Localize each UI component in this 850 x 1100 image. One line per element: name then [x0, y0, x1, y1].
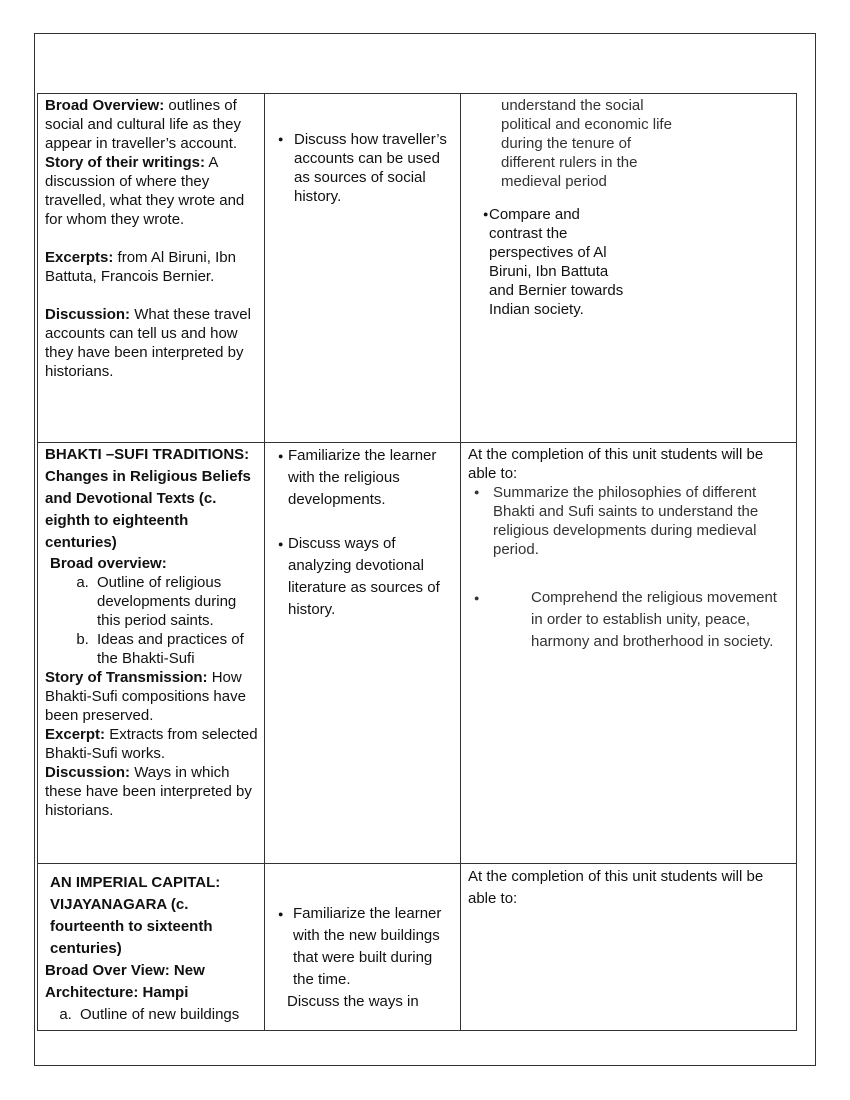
paragraph: Excerpts: from Al Biruni, Ibn Battuta, Francois Bernier. — [45, 249, 236, 285]
list-item: b. Ideas and practices of the Bhakti-Sufi — [93, 630, 258, 668]
paragraph: Excerpt: Extracts from selected Bhakti-Sufi works. — [45, 726, 258, 762]
section-title: AN IMPERIAL CAPITAL: VIJAYANAGARA (c. fourteenth to sixteenth centuries) — [50, 874, 221, 957]
paragraph: Discussion: Ways in which these have been interpreted by historians. — [45, 764, 252, 819]
outcomes-cell — [461, 94, 797, 443]
content-cell — [38, 864, 265, 1031]
list-item: ● Compare and contrast the perspectives of Al Biruni, Ibn Battuta and Bernier towards Indian society. — [477, 205, 636, 319]
paragraph: At the completion of this unit students will be able to: — [468, 446, 764, 482]
outline-list — [50, 1004, 258, 1026]
paragraph: Story of their writings: A discussion of where they travelled, what they wrote and for whom they wrote. — [45, 154, 245, 228]
objectives-cell — [265, 443, 461, 864]
paragraph: Broad overview: — [50, 555, 167, 572]
list-item: ● Summarize the philosophies of different Bhakti and Sufi saints to understand the religious developments during medieval period. — [468, 483, 790, 559]
outcomes-cell — [461, 864, 797, 1031]
table-row — [38, 443, 797, 864]
content-cell — [38, 94, 265, 443]
paragraph: Discussion: What these travel accounts can tell us and how they have been interpreted by historians. — [45, 306, 251, 380]
list-item: a. Outline of new buildings — [76, 1004, 258, 1026]
list-item: ● Familiarize the learner with the religious developments. — [272, 445, 454, 511]
syllabus-table — [37, 93, 797, 1031]
paragraph: Broad Overview: outlines of social and cultural life as they appear in traveller’s account. — [45, 97, 241, 152]
list-item: ● Comprehend the religious movement in order to establish unity, peace, harmony and brotherhood in society. — [468, 587, 790, 653]
list-item: ● Discuss how traveller’s accounts can be used as sources of social history. — [272, 130, 454, 206]
table-row — [38, 864, 797, 1031]
objectives-cell — [265, 94, 461, 443]
paragraph: understand the social political and economic life during the tenure of different rulers in the medieval period — [501, 97, 672, 190]
paragraph: At the completion of this unit students will be able to: — [468, 868, 764, 907]
section-title: BHAKTI –SUFI TRADITIONS: Changes in Religious Beliefs and Devotional Texts (c. eighth to eighteenth centuries) — [45, 446, 251, 551]
paragraph: Broad Over View: New Architecture: Hampi — [45, 962, 205, 1001]
list-item: ● Discuss ways of analyzing devotional literature as sources of history. — [272, 533, 454, 621]
list-item: a. Outline of religious developments during this period saints. — [93, 573, 258, 630]
list-item: ● Familiarize the learner with the new buildings that were built during the time. — [272, 903, 454, 991]
label: Excerpts: — [45, 249, 114, 266]
label: Broad Overview: — [45, 97, 165, 114]
paragraph: Story of Transmission: How Bhakti-Sufi compositions have been preserved. — [45, 669, 246, 724]
content-cell — [38, 443, 265, 864]
paragraph: Discuss the ways in — [287, 993, 419, 1010]
label: Story of their writings: — [45, 154, 206, 171]
label: Discussion: — [45, 306, 131, 323]
table-row — [38, 94, 797, 443]
outline-list — [45, 573, 258, 668]
objectives-cell — [265, 864, 461, 1031]
outcomes-cell — [461, 443, 797, 864]
